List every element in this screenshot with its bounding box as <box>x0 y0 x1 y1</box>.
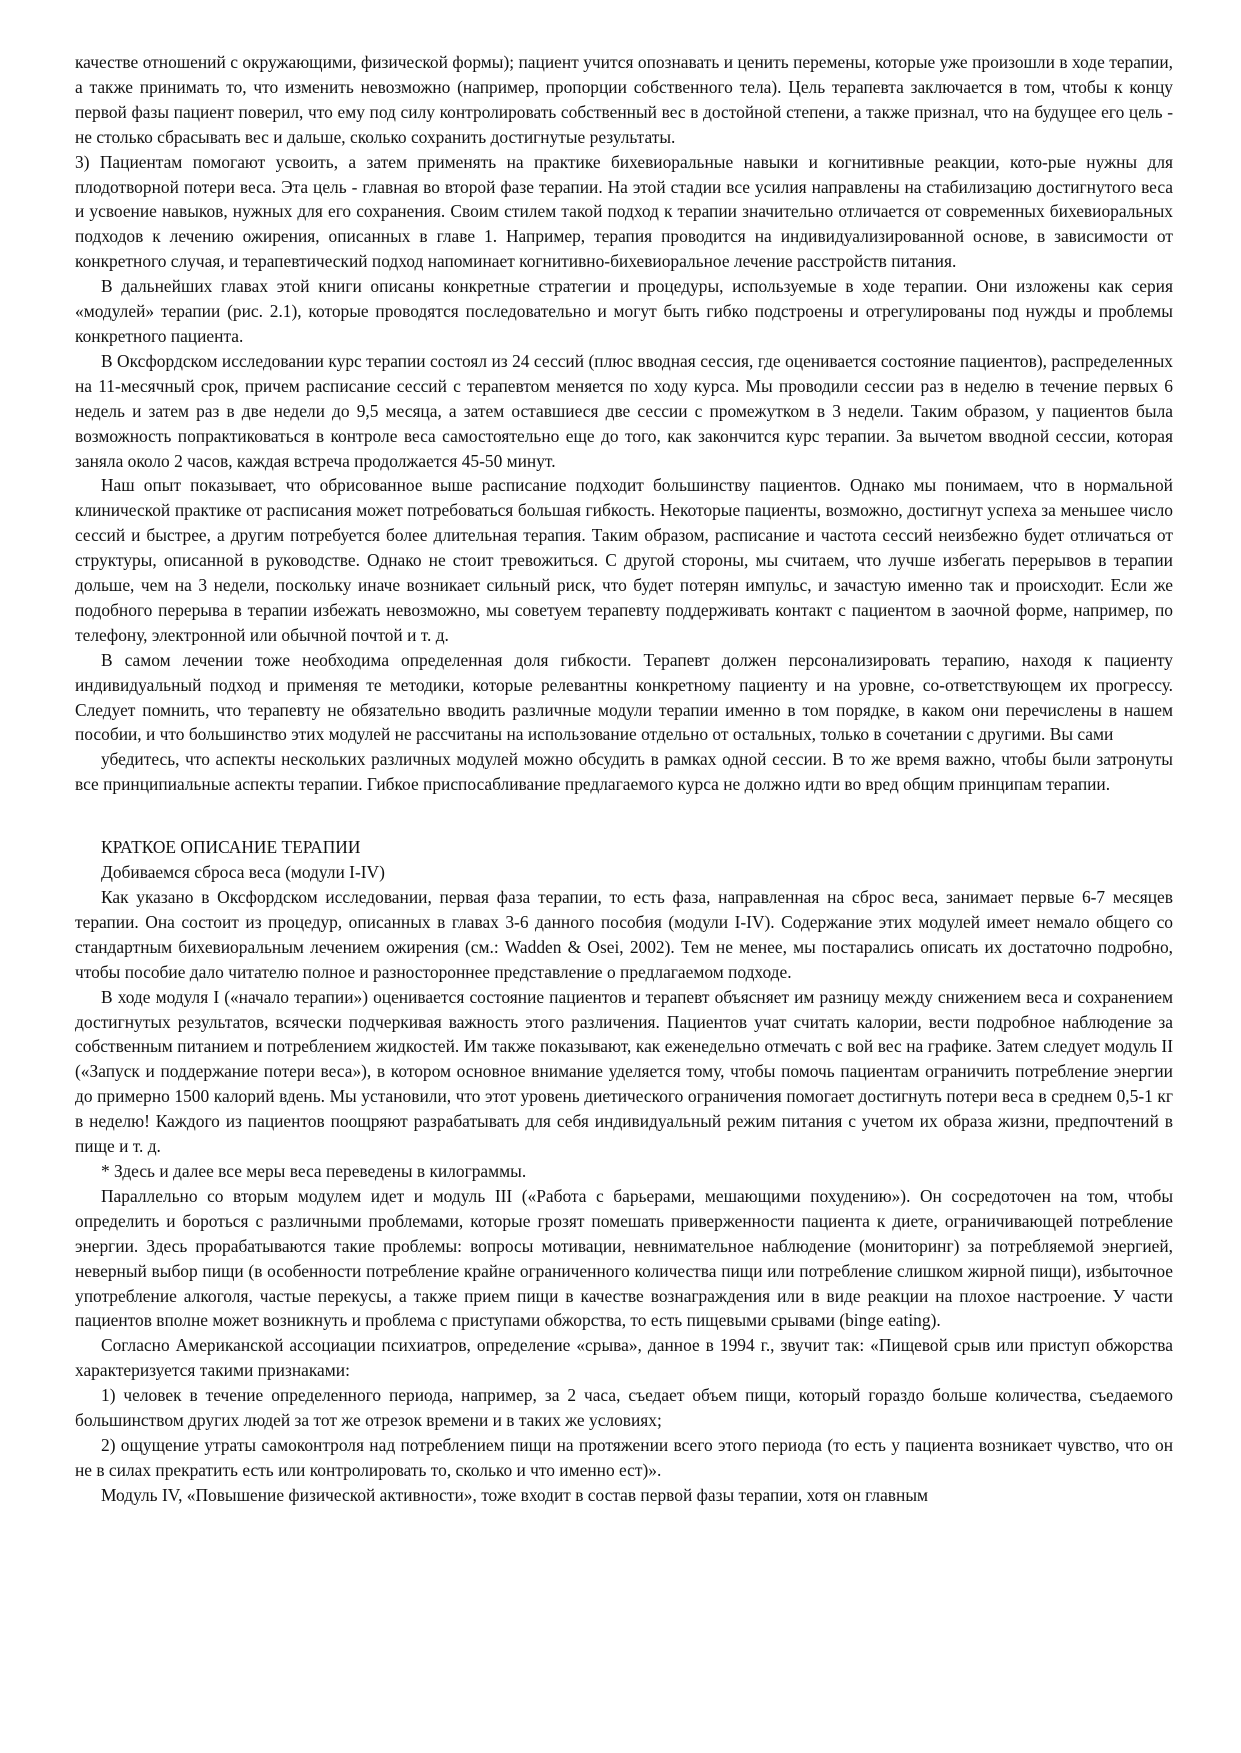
footnote: * Здесь и далее все меры веса переведены в килограммы. <box>101 1160 527 1181</box>
paragraph: В Оксфордском исследовании курс терапии состоял из 24 сессий (плюс вводная сессия, где оценивается состояние пациентов), распределенных на 11-месячный срок, причем расписание сессий с терапевтом меняется по ходу курса. Мы проводили сессии раз в неделю в течение первых 6 недель и затем раз в две недели до 9,5 месяца, а затем оставшиеся две сессии с промежутком в 3 недели. Таким образом, у пациентов была возможность попрактиковаться в контроле веса самостоятельно еще до того, как закончится курс терапии. За вычетом вводной сессии, которая заняла около 2 часов, каждая встреча продолжается 45-50 минут. <box>75 350 1173 471</box>
paragraph: 3) Пациентам помогают усвоить, а затем применять на практике бихевиоральные навыки и когнитивные реакции, кото-рые нужны для плодотворной потери веса. Эта цель - главная во второй фазе терапии. На этой стадии все усилия направлены на стабилизацию достигнутого веса и усвоение навыков, нужных для его сохранения. Своим стилем такой подход к терапии значительно отличается от современных бихевиоральных подходов к лечению ожирения, описанных в главе 1. Например, терапия проводится на индивидуализированной основе, в зависимости от конкретного случая, и терапевтический подход напоминает когнитивно-бихевиоральное лечение расстройств питания. <box>75 151 1173 272</box>
paragraph: Наш опыт показывает, что обрисованное выше расписание подходит большинству пациентов. Однако мы понимаем, что в нормальной клинической практике от расписания может потребоваться большая гибкость. Некоторые пациенты, возможно, достигнут успеха за меньшее число сессий и быстрее, а другим потребуется более длительная терапия. Таким образом, расписание и частота сессий неизбежно будет отличаться от структуры, описанной в руководстве. Однако не стоит тревожиться. С другой стороны, мы считаем, что лучше избегать перерывов в терапии дольше, чем на 3 недели, поскольку иначе возникает сильный риск, что будет потерян импульс, и зачастую именно так и происходит. Если же подобного перерыва в терапии избежать невозможно, мы советуем терапевту поддерживать контакт с пациентом в заочной форме, например, по телефону, электронной или обычной почтой и т. д. <box>75 475 1173 645</box>
subsection-heading: Добиваемся сброса веса (модули I-IV) <box>101 862 385 883</box>
paragraph: Параллельно со вторым модулем идет и модуль III («Работа с барьерами, мешающими похудению»). Он сосредоточен на том, чтобы определить и бороться с различными проблемами, которые грозят помешать приверженности пациента к диете, ограничивающей потребление энергии. Здесь прорабатываются такие проблемы: вопросы мотивации, невнимательное наблюдение (мониторинг) за потребляемой энергией, неверный выбор пищи (в особенности потребление крайне ограниченного количества пищи или потребление слишком жирной пищи), избыточное употребление алкоголя, частые перекусы, а также прием пищи в качестве вознаграждения или в виде реакции на плохое настроение. У части пациентов вполне может возникнуть и проблема с приступами обжорства, то есть пищевыми срывами (binge eating). <box>75 1185 1173 1331</box>
paragraph: В дальнейших главах этой книги описаны конкретные стратегии и процедуры, используемые в ходе терапии. Они изложены как серия «модулей» терапии (рис. 2.1), которые проводятся последовательно и могут быть гибко подстроены и отрегулированы под нужды и проблемы конкретного пациента. <box>75 276 1173 346</box>
paragraph: Согласно Американской ассоциации психиатров, определение «срыва», данное в 1994 г., звучит так: «Пищевой срыв или приступ обжорства характеризуется такими признаками: <box>75 1335 1173 1381</box>
paragraph: качестве отношений с окружающими, физической формы); пациент учится опознавать и ценить перемены, которые уже произошли в ходе терапии, а также принимать то, что изменить невозможно (например, пропорции собственного тела). Цель терапевта заключается в том, чтобы к концу первой фазы пациент поверил, что ему под силу контролировать собственный вес в достойной степени, а также признал, что на будущее его цель - не столько сбрасывать вес и дальше, сколько сохранить достигнутые результаты. <box>75 52 1173 147</box>
paragraph: Как указано в Оксфордском исследовании, первая фаза терапии, то есть фаза, направленная на сброс веса, занимает первые 6-7 месяцев терапии. Она состоит из процедур, описанных в главах 3-6 данного пособия (модули I-IV). Содержание этих модулей имеет немало общего со стандартным бихевиоральным лечением ожирения (см.: Wadden & Osei, 2002). Тем не менее, мы постарались описать их достаточно подробно, чтобы пособие дало читателю полное и разностороннее представление о предлагаемом подходе. <box>75 887 1173 982</box>
section-spacer <box>75 797 1173 835</box>
paragraph: В самом лечении тоже необходима определенная доля гибкости. Терапевт должен персонализировать терапию, находя к пациенту индивидуальный подход и применяя те методики, которые релевантны конкретному пациенту и на уровне, со-ответствующем их прогрессу. Следует помнить, что терапевту не обязательно вводить различные модули терапии именно в том порядке, в каком они перечислены в нашем пособии, и что большинство этих модулей не рассчитаны на использование отдельно от остальных, только в сочетании с другими. Вы сами <box>75 649 1173 745</box>
list-item: 2) ощущение утраты самоконтроля над потреблением пищи на протяжении всего этого периода (то есть у пациента возникает чувство, что он не в силах прекратить есть или контролировать то, сколько и что именно ест)». <box>75 1434 1173 1480</box>
paragraph: убедитесь, что аспекты нескольких различных модулей можно обсудить в рамках одной сессии. В то же время важно, чтобы были затронуты все принципиальные аспекты терапии. Гибкое приспосабливание предлагаемого курса не должно идти во вред общим принципам терапии. <box>75 749 1173 795</box>
list-item: 1) человек в течение определенного периода, например, за 2 часа, съедает объем пищи, который гораздо больше количества, съедаемого большинством других людей за тот же отрезок времени и в таких же условиях; <box>75 1385 1173 1431</box>
paragraph: Модуль IV, «Повышение физической активности», тоже входит в состав первой фазы терапии, хотя он главным <box>101 1484 929 1505</box>
paragraph: В ходе модуля I («начало терапии») оценивается состояние пациентов и терапевт объясняет им разницу между снижением веса и сохранением достигнутых результатов, всячески подчеркивая важность этого различения. Пациентов учат считать калории, вести подробное наблюдение за собственным питанием и потреблением жидкостей. Им также показывают, как еженедельно отмечать с вой вес на графике. Затем следует модуль II («Запуск и поддержание потери веса»), в котором основное внимание уделяется тому, чтобы помочь пациентам ограничить потребление энергии до примерно 1500 калорий вдень. Мы установили, что этот уровень диетического ограничения помогает достигнуть потери веса в среднем 0,5-1 кг в неделю! Каждого из пациентов поощряют разрабатывать для себя индивидуальный режим питания с учетом их образа жизни, предпочтений в пище и т. д. <box>75 986 1173 1157</box>
section-heading: КРАТКОЕ ОПИСАНИЕ ТЕРАПИИ <box>101 837 361 858</box>
